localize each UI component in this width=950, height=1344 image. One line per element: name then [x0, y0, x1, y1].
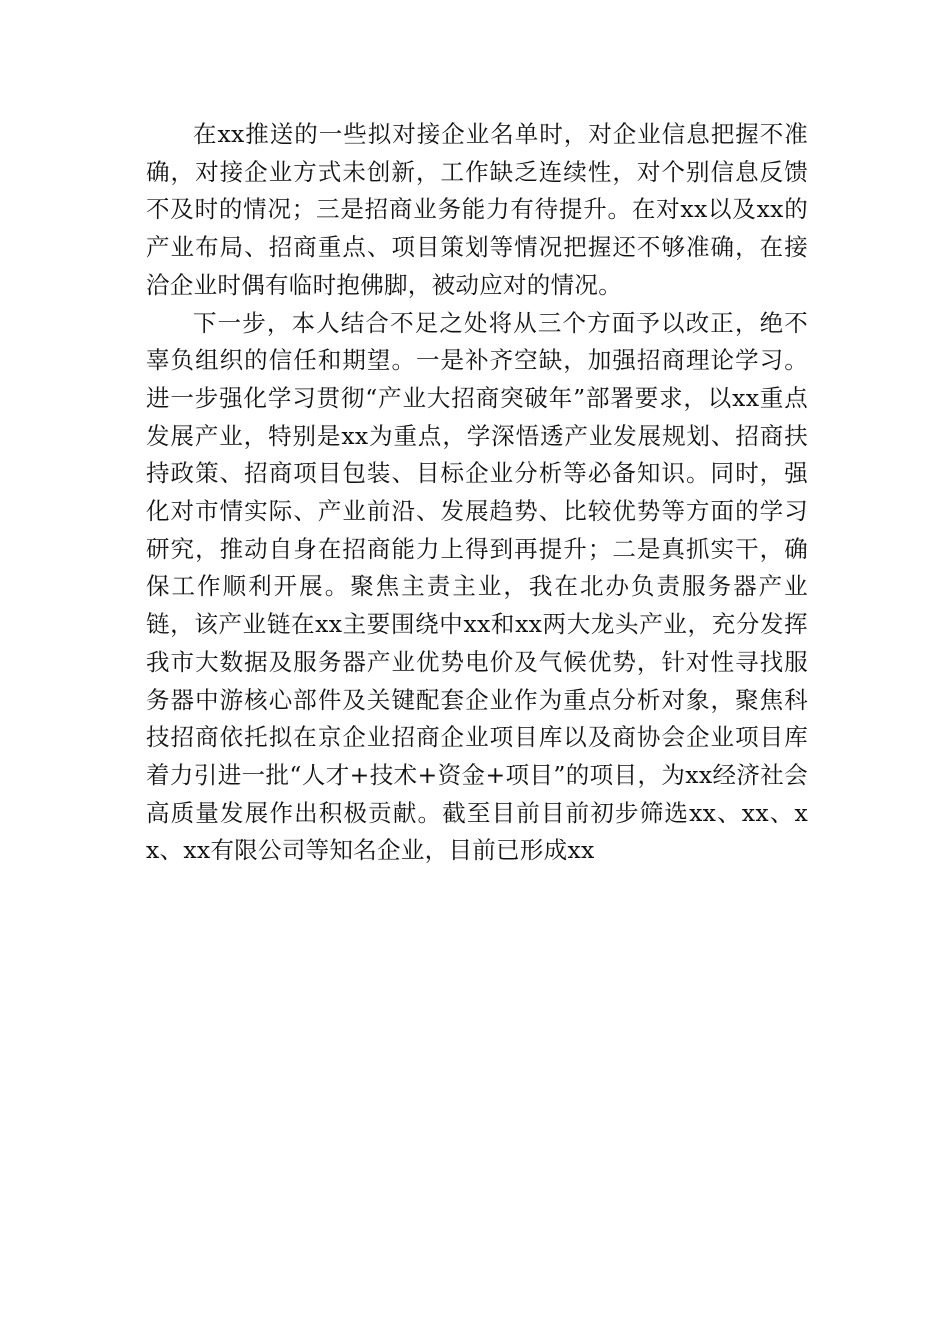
paragraph-1: 在xx推送的一些拟对接企业名单时，对企业信息把握不准确，对接企业方式未创新，工作缺乏连续性，对个别信息反馈不及时的情况；三是招商业务能力有待提升。在对xx以及xx的产业布局、招商重点、项目策划等情况把握还不够准确，在接洽企业时偶有临时抱佛脚，被动应对的情况。	[146, 120, 808, 299]
document-body	[146, 116, 808, 870]
paragraph-2: 下一步，本人结合不足之处将从三个方面予以改正，绝不辜负组织的信任和期望。一是补齐空缺，加强招商理论学习。进一步强化学习贯彻“产业大招商突破年”部署要求，以xx重点发展产业，特别是xx为重点，学深悟透产业发展规划、招商扶持政策、招商项目包装、目标企业分析等必备知识。同时，强化对市情实际、产业前沿、发展趋势、比较优势等方面的学习研究，推动自身在招商能力上得到再提升；二是真抓实干，确保工作顺利开展。聚焦主责主业，我在北办负责服务器产业链，该产业链在xx主要围绕中xx和xx两大龙头产业，充分发挥我市大数据及服务器产业优势电价及气候优势，针对性寻找服务器中游核心部件及关键配套企业作为重点分析对象，聚焦科技招商依托拟在京企业招商企业项目库以及商协会企业项目库着力引进一批“人才+技术+资金+项目”的项目，为xx经济社会高质量发展作出积极贡献。截至目前目前初步筛选xx、xx、xx、xx有限公司等知名企业，目前已形成xx	[146, 308, 808, 865]
